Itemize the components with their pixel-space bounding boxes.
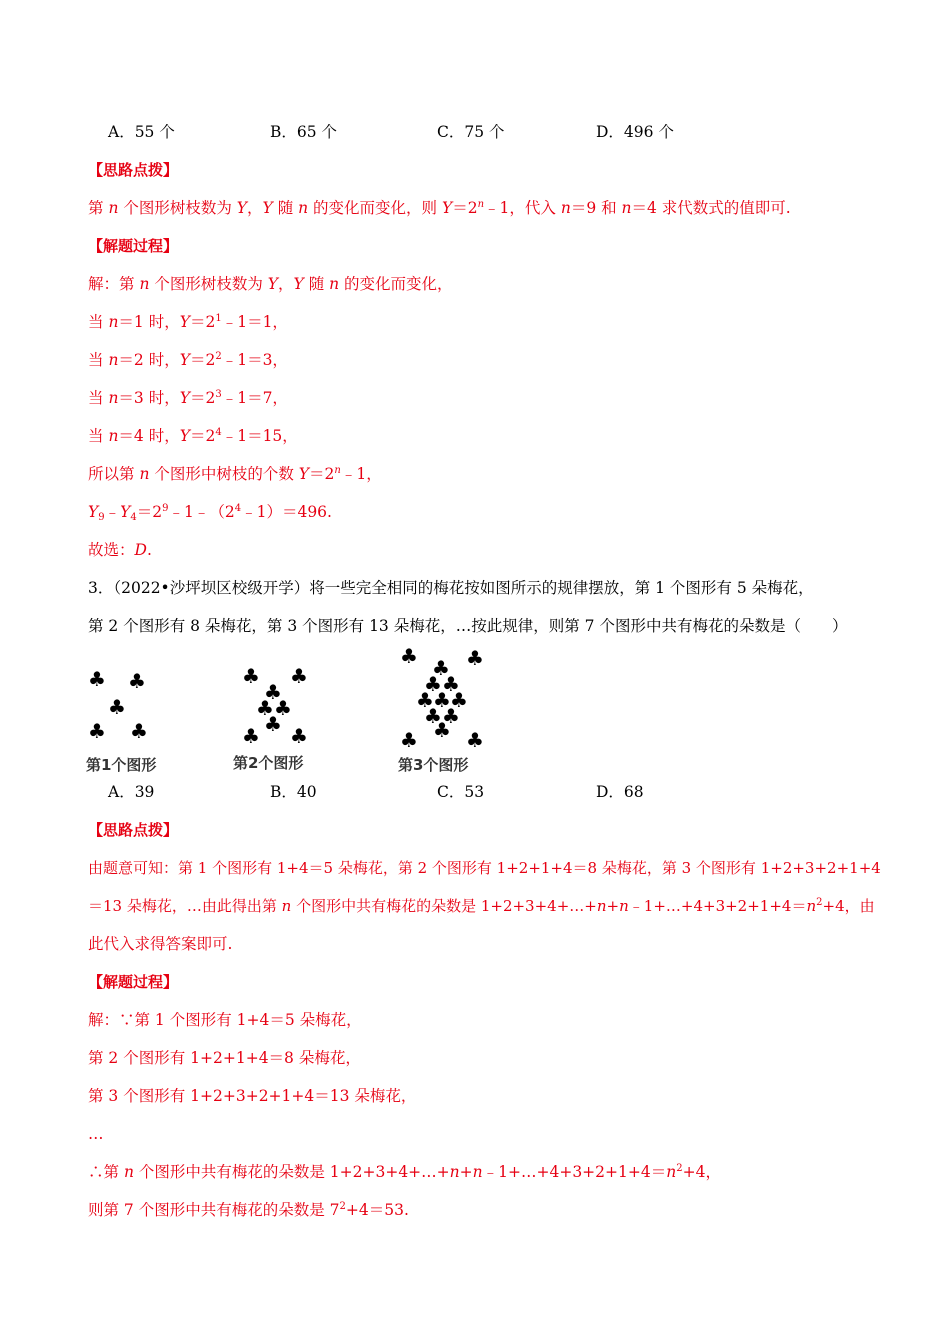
q2-case-line: 当 n＝3 时，$Y=2^3﹣1=7$， [88, 389, 288, 407]
club-icon: ♣ [433, 688, 451, 712]
q3-solution-line: 解：∵第 1 个图形有 1+4＝5 朵梅花， [88, 1011, 362, 1029]
club-icon: ♣ [88, 719, 106, 743]
q3-solution-line: … [88, 1125, 104, 1143]
club-icon: ♣ [400, 728, 418, 752]
q3-stem-line-2: 第 2 个图形有 8 朵梅花，第 3 个图形有 13 朵梅花，…按此规律，则第 7 个图形中共有梅花的朵数是（ ） [88, 617, 848, 635]
club-icon: ♣ [130, 719, 148, 743]
q3-stem-line-1: 3．（2022•沙坪坝区校级开学）将一些完全相同的梅花按如图所示的规律摆放，第 1 个图形有 5 朵梅花， [88, 579, 814, 597]
club-icon: ♣ [264, 680, 282, 704]
q2-case-line: 当 n＝2 时，$Y=2^2﹣1=3$， [88, 351, 288, 369]
club-icon: ♣ [442, 672, 460, 696]
q3-figure-2 [238, 662, 318, 752]
q2-option-d: D．496 个 [596, 123, 674, 141]
q3-figure-3 [396, 644, 496, 754]
q3-solution-header: 【解题过程】 [88, 973, 179, 991]
q3-option-b: B．40 [270, 783, 317, 801]
q3-option-a: A．39 [108, 783, 155, 801]
club-icon: ♣ [416, 688, 434, 712]
club-icon: ♣ [242, 664, 260, 688]
club-icon: ♣ [466, 646, 484, 670]
q2-option-c: C．75 个 [437, 123, 505, 141]
q3-solution-line: 第 3 个图形有 1+2+3+2+1+4＝13 朵梅花， [88, 1087, 417, 1105]
club-icon: ♣ [450, 688, 468, 712]
q2-case-line: 当 n＝4 时，$Y=2^4﹣1=15$， [88, 427, 298, 445]
club-icon: ♣ [242, 724, 260, 748]
club-icon: ♣ [432, 656, 450, 680]
club-icon: ♣ [128, 669, 146, 693]
q3-solution-result: 则第 7 个图形中共有梅花的朵数是 $7^2+4=53$. [88, 1201, 409, 1219]
club-icon: ♣ [274, 696, 292, 720]
q2-case-line: 当 n＝1 时，$Y=2^1﹣1=1$， [88, 313, 288, 331]
club-icon: ♣ [424, 704, 442, 728]
q2-solution-header: 【解题过程】 [88, 237, 179, 255]
q2-answer: 故选：D. [88, 541, 152, 559]
figure-caption: 第1个图形 [86, 756, 157, 774]
q3-solution-general: ∴第 n 个图形中共有梅花的朵数是 $1+2+3+4+\dots+n+n﹣1+\dots+4+3+2+1+4=n^2+4$， [88, 1163, 721, 1181]
q3-hint-line-3: 此代入求得答案即可. [88, 935, 233, 953]
figure-caption: 第2个图形 [233, 754, 304, 772]
q2-hint-text: 第 n 个图形树枝数为 Y，Y 随 n 的变化而变化，则 $Y=2^n﹣1$，代入 n＝9 和 n＝4 求代数式的值即可. [88, 199, 791, 217]
club-icon: ♣ [264, 712, 282, 736]
club-icon: ♣ [256, 696, 274, 720]
club-icon: ♣ [88, 667, 106, 691]
q3-hint-line-1: 由题意可知：第 1 个图形有 1+4＝5 朵梅花，第 2 个图形有 1+2+1+4＝8 朵梅花，第 3 个图形有 1+2+3+2+1+4 [88, 859, 881, 877]
club-icon: ♣ [290, 724, 308, 748]
q3-solution-line: 第 2 个图形有 1+2+1+4＝8 朵梅花， [88, 1049, 361, 1067]
q3-hint-header: 【思路点拨】 [88, 821, 179, 839]
club-icon: ♣ [290, 664, 308, 688]
club-icon: ♣ [108, 695, 126, 719]
q2-option-b: B．65 个 [270, 123, 338, 141]
q2-hint-header: 【思路点拨】 [88, 161, 179, 179]
club-icon: ♣ [424, 672, 442, 696]
club-icon: ♣ [400, 644, 418, 668]
q2-calculation: $Y_9﹣Y_4=2^9﹣1﹣(2^4﹣1)=496$. [88, 503, 332, 523]
q2-general-formula: 所以第 n 个图形中树枝的个数 $Y=2^n﹣1$， [88, 465, 382, 483]
club-icon: ♣ [466, 728, 484, 752]
q3-hint-line-2: ＝13 朵梅花，…由此得出第 n 个图形中共有梅花的朵数是 $1+2+3+4+\dots+n+n﹣1+\dots+4+3+2+1+4=n^2+4$，由 [88, 897, 875, 915]
club-icon: ♣ [433, 718, 451, 742]
figure-caption: 第3个图形 [398, 756, 469, 774]
q2-solution-line: 解：第 n 个图形树枝数为 Y，Y 随 n 的变化而变化， [88, 275, 453, 293]
q3-option-d: D．68 [596, 783, 644, 801]
club-icon: ♣ [442, 704, 460, 728]
q2-option-a: A．55 个 [108, 123, 175, 141]
q3-option-c: C．53 [437, 783, 485, 801]
